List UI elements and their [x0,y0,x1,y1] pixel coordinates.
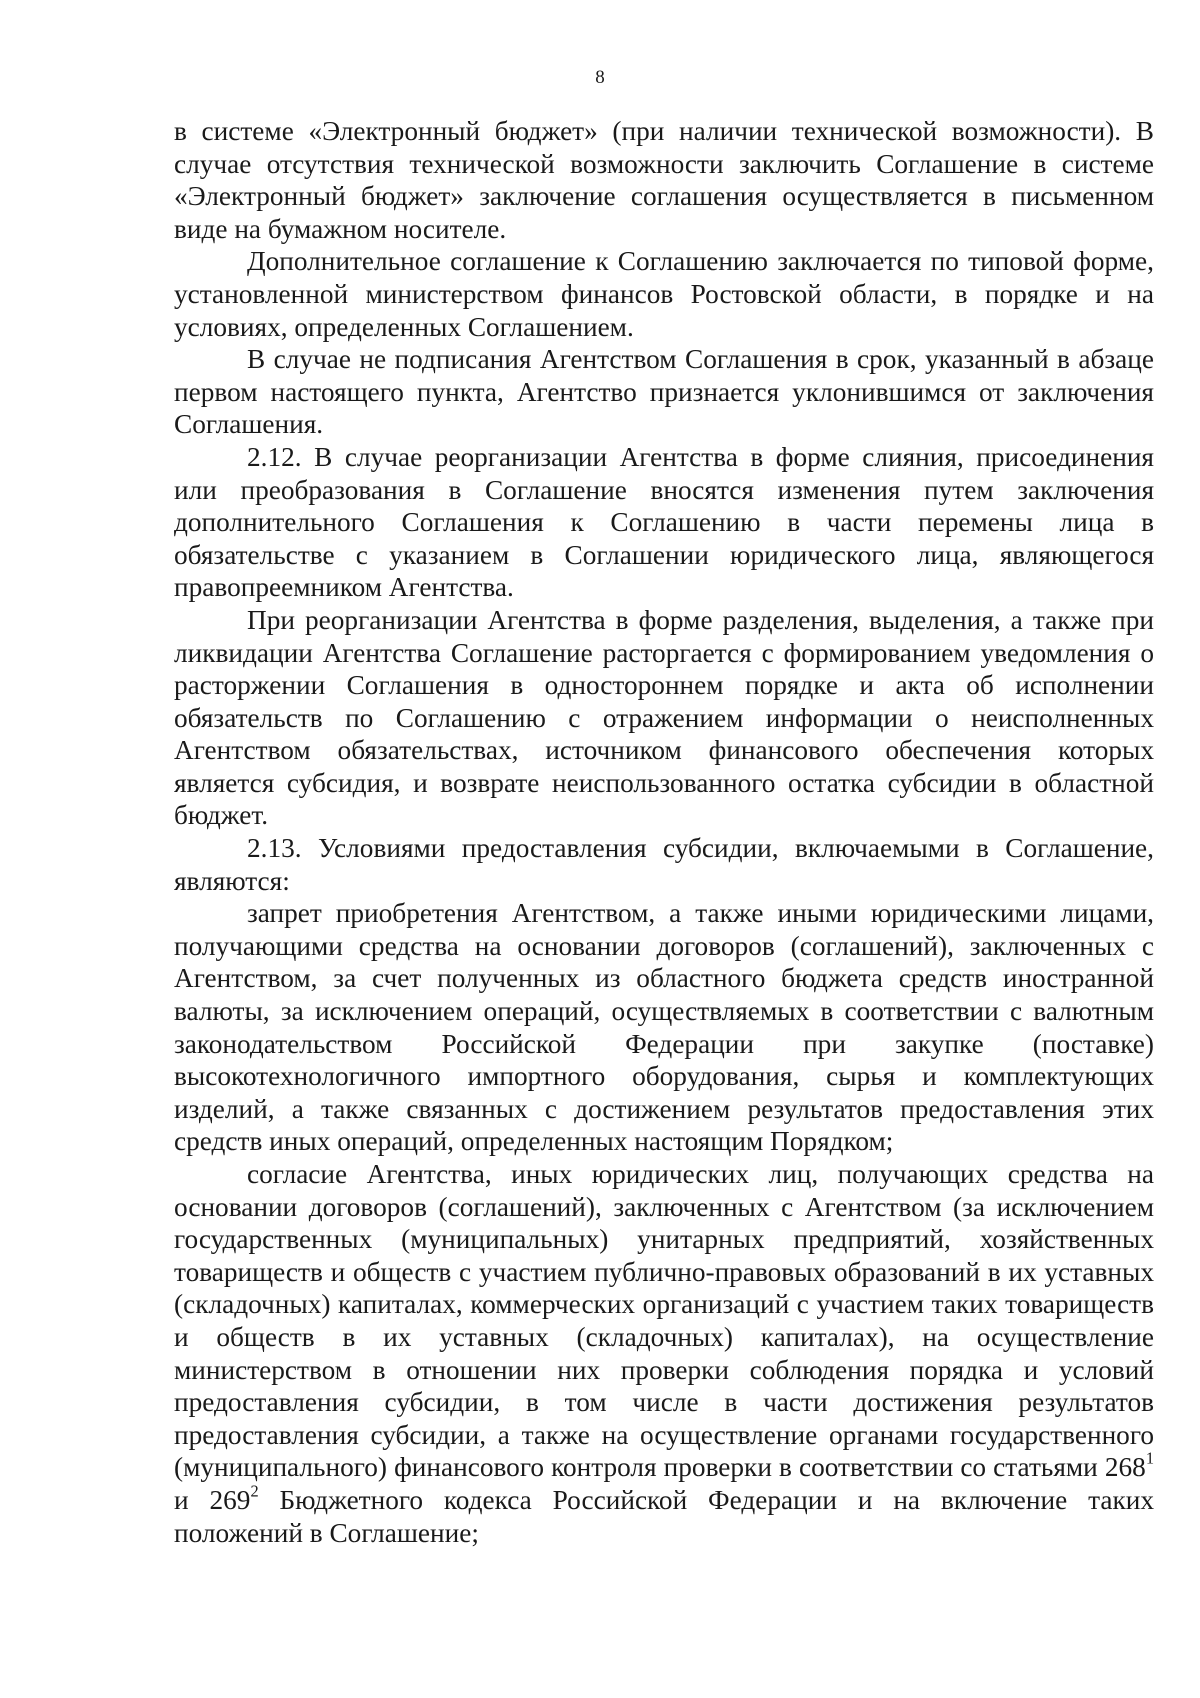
article-number: 268 [1104,1452,1146,1483]
paragraph: 2.13. Условиями предоставления субсидии, включаемыми в Соглашение, являются: [174,833,1154,896]
paragraph: В случае не подписания Агентством Соглашения в срок, указанный в абзаце первом настоящего пункта, Агентство признается уклонившимся от заключения Соглашения. [174,344,1154,440]
article-superscript: 2 [250,1481,259,1501]
document-body [174,115,1154,1549]
paragraph: Дополнительное соглашение к Соглашению заключается по типовой форме, установленной министерством финансов Ростовской области, в порядке и на условиях, определенных Соглашением. [174,246,1154,342]
paragraph-text: и [174,1484,210,1515]
article-superscript: 1 [1145,1449,1154,1469]
paragraph: запрет приобретения Агентством, а также иными юридическими лицами, получающими средства на основании договоров (соглашений), заключенных с Агентством, за счет полученных из областного бюджета средств иностранной валюты, за исключением операций, осуществляемых в соответствии с валютным законодательством Российской Федерации при закупке (поставке) высокотехнологичного импортного оборудования, сырья и комплектующих изделий, а также связанных с достижением результатов предоставления этих средств иных операций, определенных настоящим Порядком; [174,898,1154,1157]
paragraph [174,1158,1154,1549]
article-number: 269 [209,1484,251,1515]
paragraph-text: Бюджетного кодекса Российской Федерации и на включение таких положений в Соглашение; [174,1484,1154,1548]
paragraph: 2.12. В случае реорганизации Агентства в форме слияния, присоединения или преобразования в Соглашение вносятся изменения путем заключения дополнительного Соглашения к Соглашению в части перемены лица в обязательстве с указанием в Соглашении юридического лица, являющегося правопреемником Агентства. [174,441,1154,603]
page-number: 8 [595,67,605,88]
paragraph: в системе «Электронный бюджет» (при наличии технической возможности). В случае отсутствия технической возможности заключить Соглашение в системе «Электронный бюджет» заключение соглашения осуществляется в письменном виде на бумажном носителе. [174,116,1154,244]
paragraph-text: согласие Агентства, иных юридических лиц, получающих средства на основании договоров (соглашений), заключенных с Агентством (за исключением государственных (муниципальных) унитарных предприятий, хозяйственных товариществ и обществ с участием публично-правовых образований в их уставных (складочных) капиталах, коммерческих организаций с участием таких товариществ и обществ в их уставных (складочных) капиталах), на осуществление министерством в отношении них проверки соблюдения порядка и условий предоставления субсидии, в том числе в части достижения результатов предоставления субсидии, а также на осуществление органами государственного (муниципального) финансового контроля проверки в соответствии со статьями [174,1159,1154,1483]
paragraph: При реорганизации Агентства в форме разделения, выделения, а также при ликвидации Агентства Соглашение расторгается с формированием уведомления о расторжении Соглашения в одностороннем порядке и акта об исполнении обязательств по Соглашению с отражением информации о неисполненных Агентством обязательствах, источником финансового обеспечения которых является субсидия, и возврате неиспользованного остатка субсидии в областной бюджет. [174,604,1154,831]
